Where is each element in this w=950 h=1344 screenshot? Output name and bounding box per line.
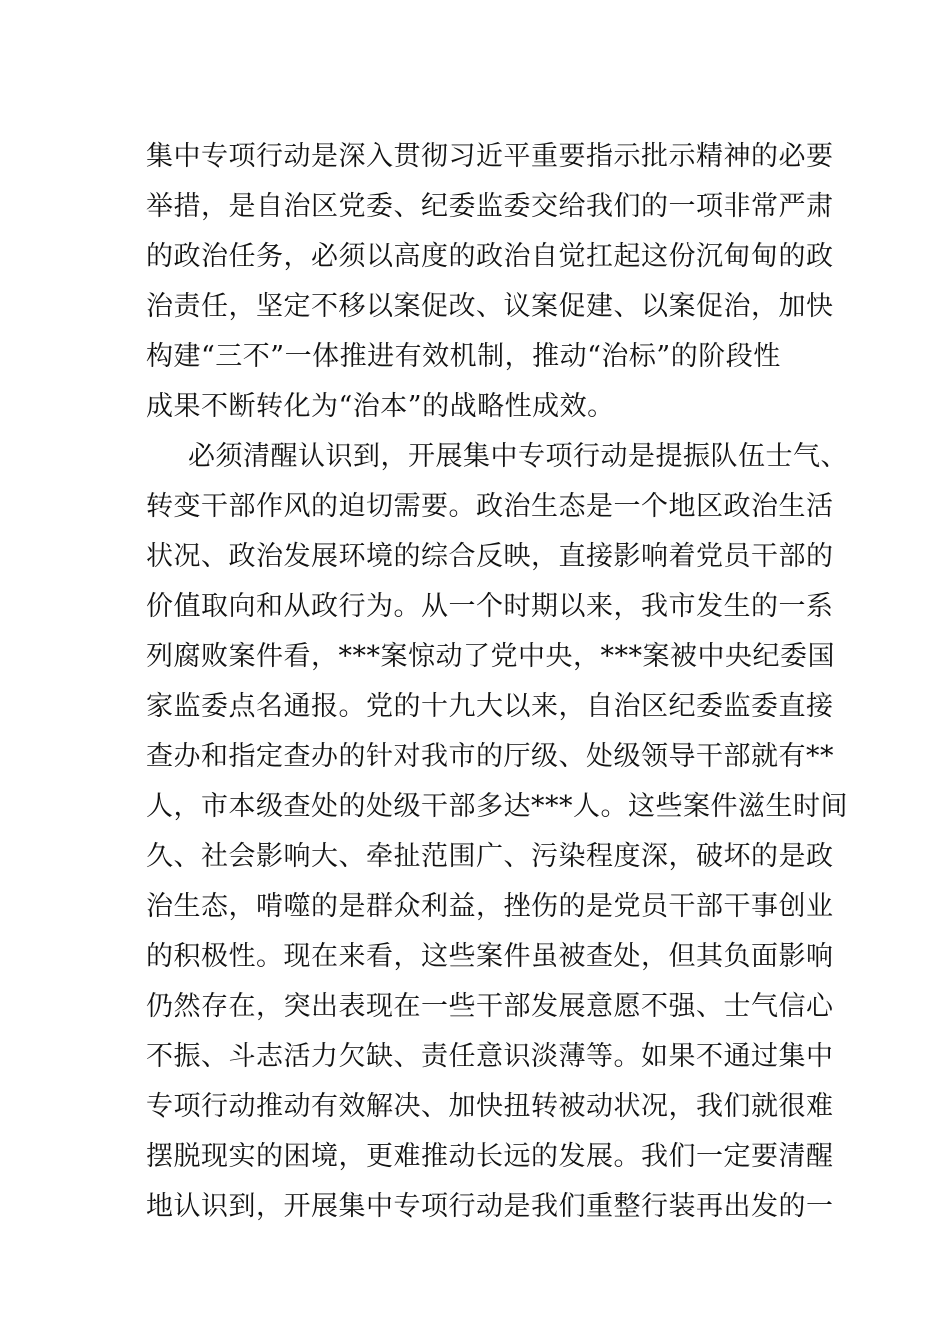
paragraph-line: 家监委点名通报。党的十九大以来，自治区纪委监委直接 — [146, 691, 834, 722]
paragraph-line: 治责任，坚定不移以案促改、议案促建、以案促治，加快 — [146, 291, 834, 322]
paragraph-line: 人，市本级查处的处级干部多达***人。这些案件滋生时间 — [146, 791, 848, 822]
paragraph-line: 必须清醒认识到，开展集中专项行动是提振队伍士气、 — [188, 441, 848, 472]
paragraph-line: 治生态，啃噬的是群众利益，挫伤的是党员干部干事创业 — [146, 891, 834, 922]
paragraph-line: 举措，是自治区党委、纪委监委交给我们的一项非常严肃 — [146, 191, 834, 222]
paragraph-line: 的积极性。现在来看，这些案件虽被查处，但其负面影响 — [146, 941, 834, 972]
paragraph-2 — [146, 432, 848, 1232]
paragraph-line: 构建“三不”一体推进有效机制，推动“治标”的阶段性 — [146, 341, 781, 372]
paragraph-line: 摆脱现实的困境，更难推动长远的发展。我们一定要清醒 — [146, 1141, 834, 1172]
document-body — [146, 132, 848, 1232]
paragraph-line: 成果不断转化为“治本”的战略性成效。 — [146, 391, 615, 422]
paragraph-1 — [146, 132, 834, 432]
paragraph-line: 的政治任务，必须以高度的政治自觉扛起这份沉甸甸的政 — [146, 241, 834, 272]
paragraph-line: 列腐败案件看，***案惊动了党中央，***案被中央纪委国 — [146, 641, 835, 672]
paragraph-line: 集中专项行动是深入贯彻习近平重要指示批示精神的必要 — [146, 141, 834, 172]
paragraph-line: 专项行动推动有效解决、加快扭转被动状况，我们就很难 — [146, 1091, 834, 1122]
paragraph-line: 查办和指定查办的针对我市的厅级、处级领导干部就有** — [146, 741, 834, 772]
paragraph-line: 地认识到，开展集中专项行动是我们重整行装再出发的一 — [146, 1191, 834, 1222]
paragraph-line: 转变干部作风的迫切需要。政治生态是一个地区政治生活 — [146, 491, 834, 522]
paragraph-line: 价值取向和从政行为。从一个时期以来，我市发生的一系 — [146, 591, 834, 622]
paragraph-line: 仍然存在，突出表现在一些干部发展意愿不强、士气信心 — [146, 991, 834, 1022]
paragraph-line: 不振、斗志活力欠缺、责任意识淡薄等。如果不通过集中 — [146, 1041, 834, 1072]
paragraph-line: 久、社会影响大、牵扯范围广、污染程度深，破坏的是政 — [146, 841, 834, 872]
paragraph-line: 状况、政治发展环境的综合反映，直接影响着党员干部的 — [146, 541, 834, 572]
